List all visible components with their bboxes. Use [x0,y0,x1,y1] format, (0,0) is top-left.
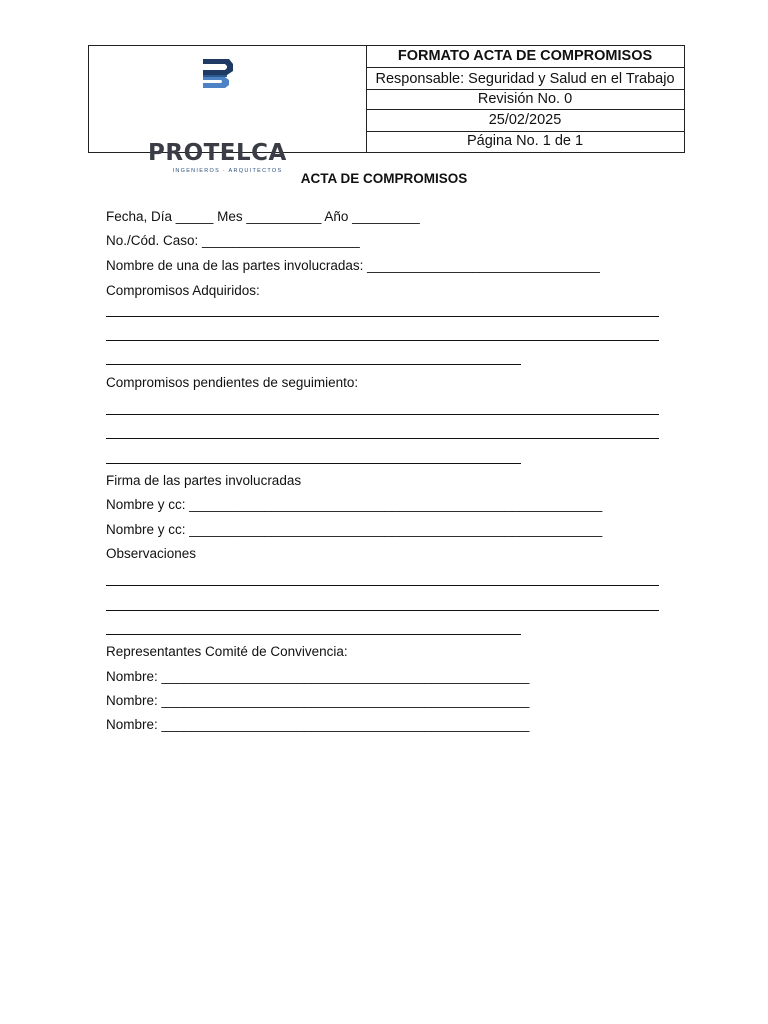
date-cell: 25/02/2025 [366,110,684,132]
nombre-parte-field[interactable]: Nombre de una de las partes involucradas: _______________________________ [106,258,600,273]
responsable-cell: Responsable: Seguridad y Salud en el Trabajo [366,68,684,90]
firma-label: Firma de las partes involucradas [106,473,302,488]
document-title: ACTA DE COMPROMISOS [300,171,468,186]
logo-cell [89,46,367,174]
representante-nombre-2[interactable]: Nombre: _________________________________________________ [106,693,530,708]
observaciones-line-2[interactable] [106,610,659,611]
representante-nombre-3[interactable]: Nombre: _________________________________________________ [106,717,530,732]
compromisos-pendientes-line-1[interactable] [106,414,659,415]
representantes-label: Representantes Comité de Convivencia: [106,644,348,659]
document-header [88,45,685,174]
compromisos-adquiridos-line-1[interactable] [106,316,659,317]
observaciones-line-3[interactable] [106,634,521,635]
brand-tagline: INGENIEROS · ARQUITECTOS [172,168,283,174]
observaciones-line-1[interactable] [106,585,659,586]
observaciones-label: Observaciones [106,546,197,561]
firma-nombre-cc-1[interactable]: Nombre y cc: _______________________________________________________ [106,497,603,512]
representante-nombre-1[interactable]: Nombre: _________________________________________________ [106,669,530,684]
compromisos-pendientes-line-2[interactable] [106,438,659,439]
revision-cell: Revisión No. 0 [366,90,684,110]
page-number-cell: Página No. 1 de 1 [466,133,584,149]
firma-nombre-cc-2[interactable]: Nombre y cc: _______________________________________________________ [106,522,603,537]
caso-field[interactable]: No./Cód. Caso: _____________________ [106,233,360,248]
compromisos-adquiridos-line-2[interactable] [106,340,659,341]
protelca-logo-mark [199,55,239,95]
compromisos-adquiridos-line-3[interactable] [106,364,521,365]
compromisos-pendientes-line-3[interactable] [106,463,521,464]
compromisos-adquiridos-label: Compromisos Adquiridos: [106,283,260,298]
compromisos-pendientes-label: Compromisos pendientes de seguimiento: [106,375,359,390]
brand-name: PROTELCA [148,140,287,166]
fecha-field[interactable]: Fecha, Día _____ Mes __________ Año _________ [106,209,420,224]
form-title: FORMATO ACTA DE COMPROMISOS [366,46,684,68]
header-info-table [366,46,684,152]
